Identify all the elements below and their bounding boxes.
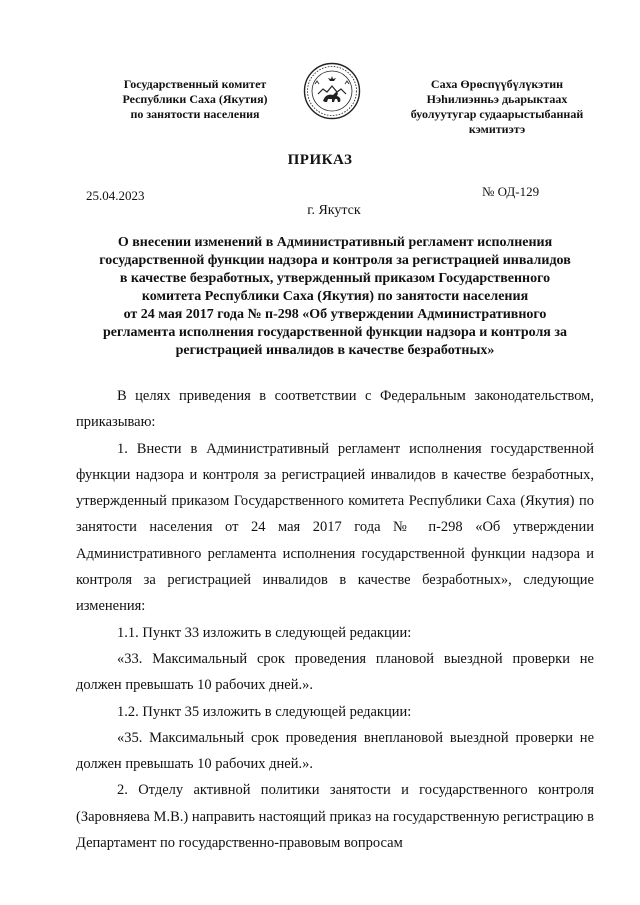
header-right-line: Нэһилиэнньэ дьарыктаах [426, 92, 568, 106]
subject-line: регистрацией инвалидов в качестве безработных» [175, 343, 495, 358]
document-number: № ОД-129 [482, 184, 540, 199]
header-right-line: буолуутугар судаарыстыбаннай [410, 107, 584, 121]
body-paragraph: 1. Внести в Административный регламент исполнения государственной функции надзора и контроля за регистрацией инвалидов в качестве безработных, утвержденный приказом Государственного комитета Республики Саха (Якутия) по занятости населения от 24 мая 2017 года № п-298 «Об утверждении Административного регламента исполнения государственной функции надзора и контроля за регистрацией инвалидов в качестве безработных», следующие изменения: [76, 440, 594, 615]
header-left-line: по занятости населения [130, 107, 260, 121]
subject-line: регламента исполнения государственной функции надзора и контроля за [103, 325, 567, 340]
document-subject [70, 234, 600, 360]
header-right-line: кэмитиэтэ [468, 122, 526, 136]
header-right-line: Саха Өрөспүүбүлүкэтин [430, 77, 564, 91]
subject-line: государственной функции надзора и контроля за регистрацией инвалидов [99, 253, 571, 268]
header-left-org [100, 77, 290, 122]
body-paragraph: 1.1. Пункт 33 изложить в следующей редакции: [117, 624, 412, 641]
document-date: 25.04.2023 [86, 188, 145, 203]
subject-line: от 24 мая 2017 года № п-298 «Об утверждении Административного [123, 307, 547, 322]
subject-line: комитета Республики Саха (Якутия) по занятости населения [141, 289, 529, 304]
body-paragraph: В целях приведения в соответствии с Федеральным законодательством, приказываю: [76, 388, 594, 431]
subject-line: О внесении изменений в Административный регламент исполнения [117, 235, 553, 250]
document-body [76, 383, 594, 856]
document-title: ПРИКАЗ [287, 152, 353, 168]
header-left-line: Государственный комитет [123, 77, 267, 91]
document-city: г. Якутск [307, 203, 361, 218]
header-right-org [392, 77, 602, 137]
body-paragraph: 2. Отделу активной политики занятости и государственного контроля (Заровняева М.В.) направить настоящий приказ на государственную регистрацию в Департамент по государственно-правовым вопросам [76, 782, 594, 852]
subject-line: в качестве безработных, утвержденный приказом Государственного [119, 271, 551, 286]
sakha-coat-of-arms-icon [303, 62, 361, 120]
body-paragraph: 1.2. Пункт 35 изложить в следующей редакции: [117, 703, 412, 720]
body-paragraph: «33. Максимальный срок проведения плановой выездной проверки не должен превышать 10 рабочих дней.». [76, 650, 594, 694]
header-left-line: Республики Саха (Якутия) [122, 92, 268, 106]
body-paragraph: «35. Максимальный срок проведения внеплановой выездной проверки не должен превышать 10 рабочих дней.». [76, 729, 594, 773]
